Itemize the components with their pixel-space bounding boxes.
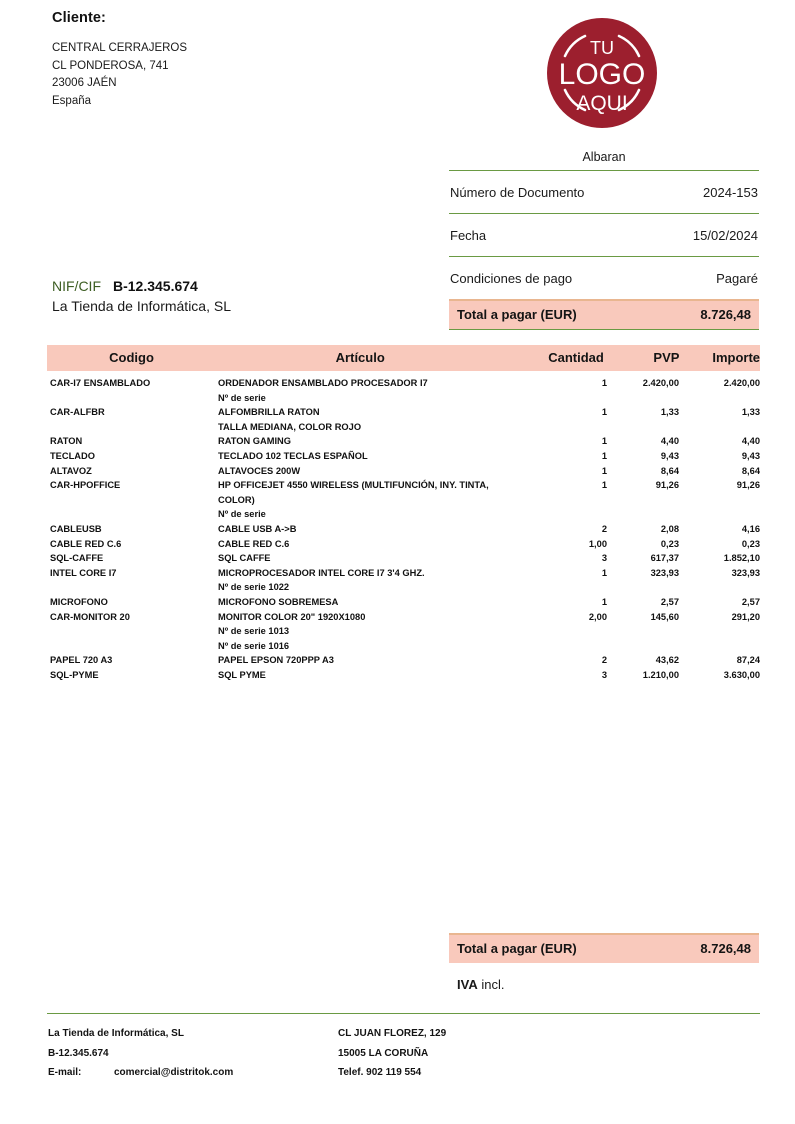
cell-articulo: RATON GAMING [218, 436, 291, 447]
client-address-line: España [52, 94, 92, 107]
cell-articulo: MICROFONO SOBREMESA [218, 596, 339, 607]
cell-importe: 1.852,10 [723, 553, 760, 564]
cell-importe [683, 580, 760, 595]
cell-articulo: Nº de serie 1016 [218, 640, 290, 651]
cell-pvp: 617,37 [650, 553, 679, 564]
cell-articulo: ALTAVOCES 200W [218, 465, 301, 476]
cell-pvp [607, 639, 683, 654]
cell-articulo: Nº de serie [218, 392, 266, 403]
items-table-body [47, 371, 760, 682]
doc-row-value: Pagaré [716, 271, 758, 286]
cell-codigo: SQL-PYME [50, 669, 99, 680]
cell-codigo: CAR-I7 ENSAMBLADO [50, 378, 151, 388]
footer-address: CL JUAN FLOREZ, 129 [338, 1028, 447, 1039]
cell-importe [683, 391, 760, 406]
cell-cantidad [507, 493, 607, 508]
cell-pvp [607, 580, 683, 595]
logo-icon [543, 14, 661, 132]
column-header-codigo: Codigo [109, 350, 154, 365]
cell-importe: 2,57 [741, 596, 760, 607]
cell-codigo: PAPEL 720 A3 [50, 655, 113, 666]
cell-articulo: SQL PYME [218, 669, 266, 680]
cell-articulo: CABLE RED C.6 [218, 538, 290, 549]
cell-importe: 9,43 [741, 450, 760, 461]
cell-cantidad [507, 391, 607, 406]
client-title: Cliente: [52, 10, 106, 26]
table-row [47, 464, 760, 479]
footer-email-row [48, 1063, 233, 1083]
cell-importe: 0,23 [741, 538, 760, 549]
cell-cantidad: 1 [601, 450, 607, 461]
table-row [47, 653, 760, 668]
cell-cantidad: 1 [601, 436, 607, 447]
cell-cantidad: 1,00 [588, 538, 607, 549]
cell-importe: 8,64 [741, 465, 760, 476]
table-row [47, 522, 760, 537]
cell-articulo: Nº de serie [218, 509, 266, 520]
table-row [47, 595, 760, 610]
bottom-total-block [449, 933, 759, 992]
table-row [47, 478, 760, 493]
cell-importe [683, 639, 760, 654]
cell-cantidad: 3 [601, 553, 607, 564]
table-row [47, 449, 760, 464]
cell-cantidad: 1 [601, 480, 607, 491]
footer-company: La Tienda de Informática, SL [48, 1028, 184, 1039]
cell-codigo: CABLEUSB [50, 523, 102, 534]
cell-articulo: MICROPROCESADOR INTEL CORE I7 3'4 GHZ. [218, 567, 425, 578]
table-row [47, 493, 760, 508]
cell-pvp: 0,23 [660, 538, 679, 549]
cell-articulo: SQL CAFFE [218, 553, 271, 564]
client-block [52, 10, 382, 110]
cell-pvp [607, 624, 683, 639]
cell-importe: 323,93 [731, 567, 760, 578]
table-row [47, 580, 760, 595]
total-bar-footer [449, 935, 759, 963]
cell-articulo: ALFOMBRILLA RATON [218, 407, 320, 418]
cell-cantidad: 2,00 [588, 611, 607, 622]
cell-importe: 4,16 [741, 523, 760, 534]
cell-cantidad: 3 [601, 669, 607, 680]
divider-green-bottom [449, 329, 759, 330]
cell-cantidad [507, 580, 607, 595]
table-row [47, 405, 760, 420]
cell-importe [683, 624, 760, 639]
supplier-name: La Tienda de Informática, SL [52, 298, 231, 314]
doc-row-condiciones [449, 257, 759, 299]
cell-codigo: CAR-HPOFFICE [50, 480, 121, 491]
logo-line-3: AQUI [576, 92, 628, 115]
cell-pvp: 9,43 [660, 450, 679, 461]
cell-pvp: 2,08 [660, 523, 679, 534]
cell-pvp: 2,57 [660, 596, 679, 607]
divider-green-footer [47, 1013, 760, 1014]
cell-articulo: Nº de serie 1022 [218, 582, 290, 593]
cell-codigo: INTEL CORE I7 [50, 567, 117, 578]
nif-label: NIF/CIF [52, 278, 101, 294]
cell-articulo: MONITOR COLOR 20" 1920X1080 [218, 611, 366, 622]
cell-codigo [47, 507, 217, 522]
cell-articulo: TECLADO 102 TECLAS ESPAÑOL [218, 450, 368, 461]
table-row [47, 610, 760, 625]
doc-row-label: Condiciones de pago [450, 271, 573, 286]
document-type-title: Albaran [582, 150, 626, 164]
footer-email-label: E-mail: [48, 1067, 82, 1078]
client-address [52, 40, 382, 110]
total-value: 8.726,48 [700, 941, 751, 956]
footer-phone: Telef. 902 119 554 [338, 1067, 422, 1078]
cell-pvp [607, 493, 683, 508]
table-row [47, 434, 760, 449]
cell-importe: 2.420,00 [723, 378, 760, 388]
iva-rest: incl. [477, 977, 505, 992]
doc-row-numero [449, 171, 759, 213]
cell-importe: 291,20 [731, 611, 760, 622]
total-label: Total a pagar (EUR) [457, 307, 577, 322]
cell-codigo [47, 580, 217, 595]
cell-articulo: TALLA MEDIANA, COLOR ROJO [218, 421, 362, 432]
footer-nif: B-12.345.674 [48, 1047, 109, 1059]
cell-cantidad [507, 507, 607, 522]
cell-articulo: PAPEL EPSON 720PPP A3 [218, 655, 334, 666]
table-row [47, 420, 760, 435]
footer-right-column [338, 1024, 446, 1083]
supplier-block [52, 278, 412, 314]
cell-pvp: 4,40 [660, 436, 679, 447]
cell-cantidad [507, 420, 607, 435]
logo-line-1: TU [590, 38, 614, 58]
cell-cantidad: 2 [601, 655, 607, 666]
cell-codigo: TECLADO [50, 450, 95, 461]
cell-importe [683, 507, 760, 522]
cell-importe [683, 420, 760, 435]
table-row [47, 391, 760, 406]
table-row [47, 566, 760, 581]
supplier-nif-line [52, 278, 412, 294]
cell-cantidad: 1 [601, 567, 607, 578]
table-row [47, 376, 760, 391]
doc-row-value: 2024-153 [703, 185, 758, 200]
doc-row-fecha [449, 214, 759, 256]
doc-row-label: Fecha [450, 228, 487, 243]
cell-articulo: HP OFFICEJET 4550 WIRELESS (MULTIFUNCIÓN, INY. TINTA, [218, 480, 489, 491]
cell-pvp [607, 391, 683, 406]
column-header-pvp: PVP [653, 350, 680, 365]
total-bar-header [449, 301, 759, 329]
cell-pvp: 43,62 [655, 655, 679, 666]
cell-codigo: RATON [50, 436, 83, 447]
client-address-line: 23006 JAÉN [52, 77, 117, 89]
table-row [47, 624, 760, 639]
cell-cantidad: 1 [601, 465, 607, 476]
table-row [47, 639, 760, 654]
items-table [47, 345, 760, 682]
items-table-header [47, 345, 760, 371]
iva-note [449, 963, 759, 992]
cell-cantidad [507, 639, 607, 654]
cell-pvp: 1,33 [660, 407, 679, 418]
document-info-panel [449, 150, 759, 330]
nif-value: B-12.345.674 [113, 278, 198, 294]
cell-codigo [47, 639, 217, 654]
cell-pvp [607, 420, 683, 435]
cell-cantidad: 1 [601, 407, 607, 418]
client-address-line: CL PONDEROSA, 741 [52, 59, 169, 72]
doc-row-value: 15/02/2024 [692, 228, 758, 243]
cell-pvp: 91,26 [655, 480, 679, 491]
client-address-line: CENTRAL CERRAJEROS [52, 42, 188, 54]
cell-codigo [47, 624, 217, 639]
cell-codigo: SQL-CAFFE [50, 553, 104, 564]
cell-articulo: ORDENADOR ENSAMBLADO PROCESADOR I7 [218, 378, 428, 388]
cell-importe: 87,24 [736, 655, 760, 666]
cell-cantidad: 2 [601, 523, 607, 534]
cell-articulo: CABLE USB A->B [218, 523, 297, 534]
cell-codigo: CAR-ALFBR [50, 407, 105, 418]
cell-codigo: MICROFONO [50, 596, 108, 607]
total-value: 8.726,48 [700, 307, 751, 322]
cell-articulo: COLOR) [218, 494, 255, 505]
table-row [47, 551, 760, 566]
iva-bold: IVA [457, 977, 478, 992]
column-header-articulo: Artículo [335, 350, 385, 365]
cell-codigo [47, 391, 217, 406]
table-row [47, 507, 760, 522]
cell-pvp: 1.210,00 [642, 669, 679, 680]
footer-email-value[interactable]: comercial@distritok.com [114, 1067, 234, 1078]
logo-line-2: LOGO [558, 58, 646, 91]
cell-cantidad: 1 [601, 596, 607, 607]
cell-importe: 4,40 [741, 436, 760, 447]
company-logo [543, 14, 661, 132]
cell-codigo [47, 493, 217, 508]
cell-codigo: CAR-MONITOR 20 [50, 611, 130, 622]
cell-importe: 91,26 [736, 480, 760, 491]
total-label: Total a pagar (EUR) [457, 941, 577, 956]
cell-importe [683, 493, 760, 508]
cell-pvp: 2.420,00 [642, 378, 679, 388]
cell-pvp [607, 507, 683, 522]
cell-pvp: 323,93 [650, 567, 679, 578]
cell-codigo [47, 420, 217, 435]
cell-codigo: CABLE RED C.6 [50, 538, 122, 549]
column-header-importe: Importe [712, 350, 760, 365]
table-row [47, 668, 760, 683]
cell-pvp: 8,64 [660, 465, 679, 476]
cell-codigo: ALTAVOZ [50, 465, 92, 476]
table-row [47, 537, 760, 552]
cell-cantidad [507, 624, 607, 639]
cell-cantidad: 1 [601, 378, 607, 388]
cell-pvp: 145,60 [650, 611, 679, 622]
cell-articulo: Nº de serie 1013 [218, 626, 290, 637]
column-header-cantidad: Cantidad [548, 350, 604, 365]
cell-importe: 3.630,00 [723, 669, 760, 680]
doc-row-label: Número de Documento [450, 185, 585, 200]
cell-importe: 1,33 [741, 407, 760, 418]
footer-city: 15005 LA CORUÑA [338, 1047, 429, 1059]
footer-left-column [48, 1024, 233, 1083]
